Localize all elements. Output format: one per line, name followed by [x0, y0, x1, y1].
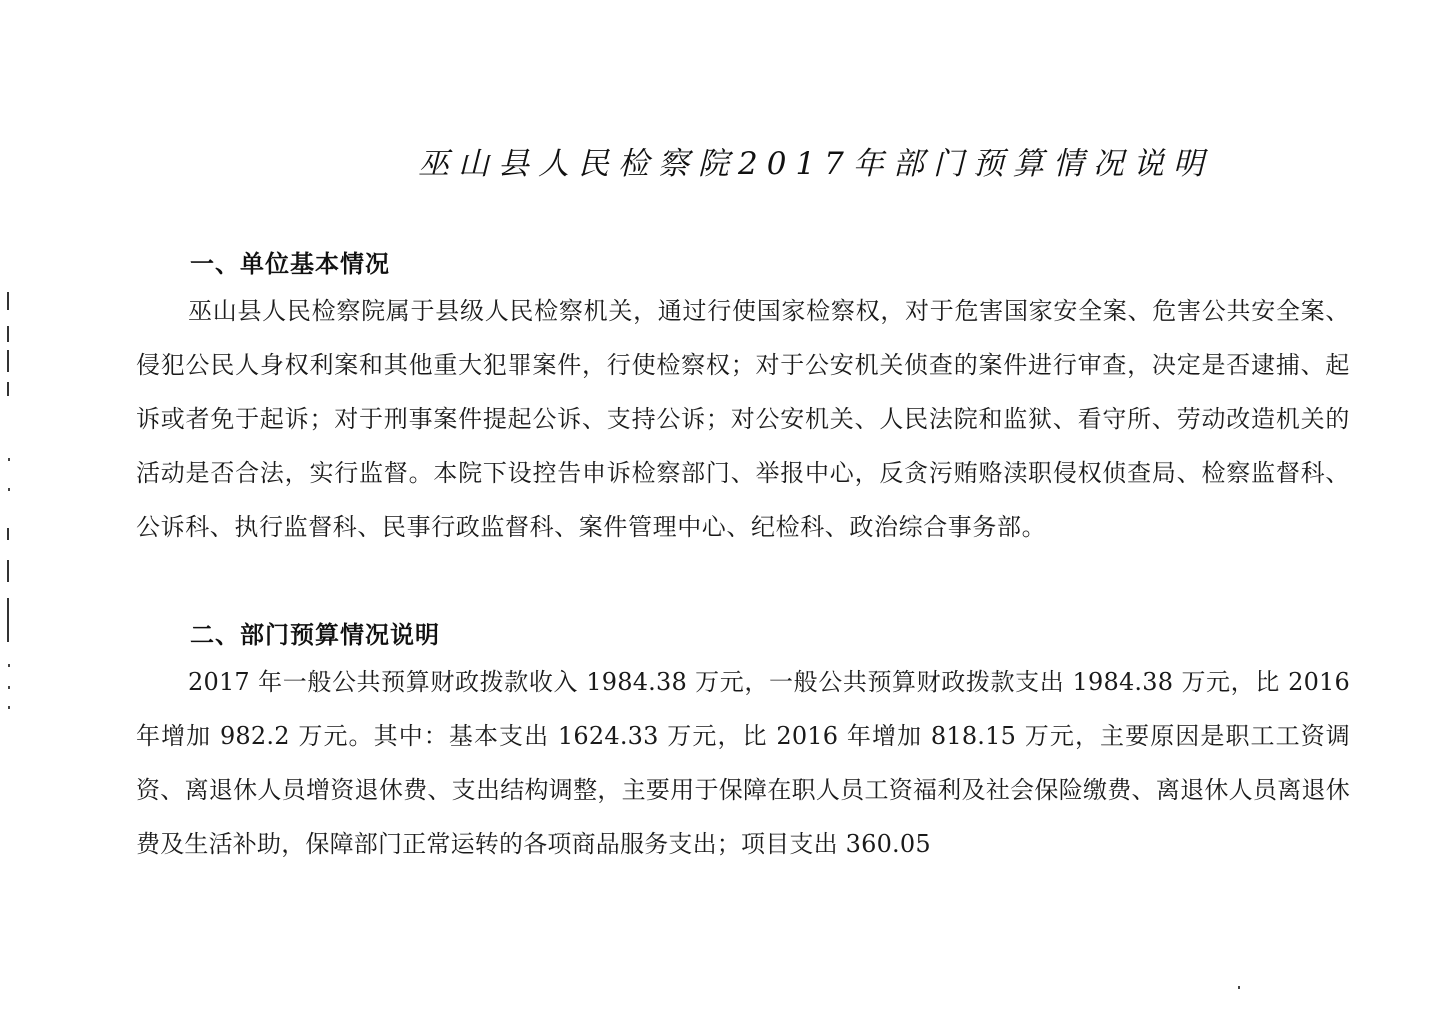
- scan-artifact: [8, 664, 10, 667]
- scan-artifact: [7, 528, 9, 540]
- section-paragraph-unit-basics: 巫山县人民检察院属于县级人民检察机关，通过行使国家检察权，对于危害国家安全案、危害公共安全案、侵犯公民人身权利案和其他重大犯罪案件，行使检察权；对于公安机关侦查的案件进行审查，决定是否逮捕、起诉或者免于起诉；对于刑事案件提起公诉、支持公诉；对公安机关、人民法院和监狱、看守所、劳动改造机关的活动是否合法，实行监督。本院下设控告申诉检察部门、举报中心，反贪污贿赂渎职侵权侦查局、检察监督科、公诉科、执行监督科、民事行政监督科、案件管理中心、纪检科、政治综合事务部。: [136, 297, 1350, 541]
- scan-artifact: [8, 488, 10, 491]
- scan-artifact: [7, 560, 9, 582]
- scan-artifact: [7, 598, 9, 642]
- section-paragraph-budget: 2017 年一般公共预算财政拨款收入 1984.38 万元，一般公共预算财政拨款支出 1984.38 万元，比 2016 年增加 982.2 万元。其中：基本支出 1624.33 万元，比 2016 年增加 818.15 万元，主要原因是职工工资调资、离退休人员增资退休费、支出结构调整，主要用于保障在职人员工资福利及社会保险缴费、离退休人员离退休费及生活补助，保障部门正常运转的各项商品服务支出；项目支出 360.05: [136, 668, 1350, 858]
- scan-artifact: [8, 706, 10, 709]
- scan-artifact: [8, 458, 10, 461]
- scan-artifact: [7, 382, 9, 396]
- scan-artifact: [1238, 986, 1240, 989]
- scan-artifact: [7, 350, 9, 372]
- section-heading-unit-basics: 一、单位基本情况: [190, 250, 390, 278]
- scan-artifact: [7, 292, 9, 310]
- scan-artifact: [7, 326, 9, 342]
- document-title: 巫山县人民检察院2017年部门预算情况说明: [418, 146, 1213, 182]
- section-heading-budget: 二、部门预算情况说明: [190, 621, 440, 649]
- scan-artifact: [8, 686, 10, 689]
